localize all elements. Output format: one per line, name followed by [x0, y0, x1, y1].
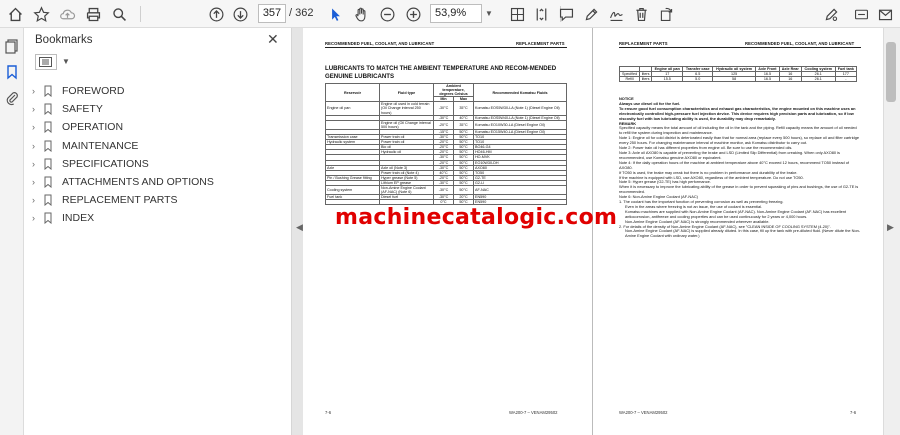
page-total: / 362 [289, 7, 314, 19]
notes-block [619, 97, 861, 239]
hand-tool-icon[interactable] [350, 3, 372, 25]
print-icon[interactable] [82, 3, 104, 25]
remark-title: REMARK [619, 120, 637, 126]
toolbar-divider [140, 6, 141, 22]
attachment-paperclip-icon[interactable] [4, 90, 20, 106]
capacity-header-cell: Cooling system [801, 67, 835, 72]
edit-link-icon[interactable] [820, 3, 842, 25]
left-page-header-left: RECOMMENDED FUEL, COOLANT, AND LUBRICANT [325, 41, 435, 46]
table-cell-max: 50°C [454, 155, 474, 160]
capacity-header-cell: Engine oil pan [652, 67, 683, 72]
capacity-cell: 125 [713, 72, 756, 77]
table-cell-min: -30°C [434, 102, 454, 115]
bookmark-label: ATTACHMENTS AND OPTIONS [62, 176, 214, 189]
cloud-upload-icon[interactable] [56, 3, 78, 25]
table-cell-fluid: Power train oil [380, 140, 434, 145]
capacity-header-cell: Axle Front [756, 67, 780, 72]
table-cell-max: 50°C [454, 140, 474, 145]
rotate-page-icon[interactable] [655, 3, 677, 25]
capacity-cell: 16 [779, 77, 801, 82]
chevron-down-icon: ▼ [62, 57, 70, 66]
table-cell-max: 50°C [454, 185, 474, 194]
note-4b: If TO50 is used, the brake may creak but there is no problem in performance and durability of the brake. [619, 169, 798, 175]
chevron-right-icon[interactable]: › [32, 86, 35, 97]
col-min: Min [434, 97, 454, 102]
capacity-cell: 15.5 [652, 77, 683, 82]
page-gutter [592, 28, 593, 435]
table-cell-max: 50°C [454, 150, 474, 155]
left-page-header-right: REPLACEMENT PARTS [516, 41, 565, 46]
table-cell-min: -30°C [434, 180, 454, 185]
bookmark-item[interactable] [32, 118, 282, 136]
table-cell-min: 0°C [434, 200, 454, 205]
note-2: Note 2: Power train oil has different properties from engine oil. Be sure to use the recommended oils. [619, 145, 793, 151]
table-cell-min: -30°C [434, 135, 454, 140]
table-cell-rec: TO50 [474, 170, 567, 175]
capacity-cell: 16.5 [756, 72, 780, 77]
note-6: Note 6: Non-Amine Engine Coolant (AF-NAC) [619, 194, 698, 200]
chevron-right-icon[interactable]: › [32, 140, 35, 151]
table-cell-min: -20°C [434, 145, 454, 150]
capacity-cell: 5.0 [683, 77, 713, 82]
bookmark-icon [42, 176, 56, 189]
table-cell-fluid: Diesel fuel [380, 195, 434, 200]
capacity-header-cell: Transfer case [683, 67, 713, 72]
note-6-1: 1. The coolant has the important function of preventing corrosion as well as preventing freezing. [619, 199, 784, 205]
select-cursor-icon[interactable] [324, 3, 346, 25]
table-cell-res: Fuel tank [326, 195, 380, 200]
comment-icon[interactable] [555, 3, 577, 25]
zoom-in-icon[interactable] [402, 3, 424, 25]
chevron-right-icon[interactable]: › [32, 195, 35, 206]
capacity-table [619, 66, 857, 82]
capacity-cell: Refill [620, 77, 640, 82]
table-cell-rec: G2-LI [474, 180, 567, 185]
table-cell-min: -20°C [434, 150, 454, 155]
table-cell-fluid: Hydraulic oil [380, 150, 434, 155]
zoom-out-icon[interactable] [376, 3, 398, 25]
lubricants-table [325, 83, 567, 205]
bookmark-label: OPERATION [62, 121, 124, 134]
table-cell-fluid: Axle oil (Note 3) [380, 165, 434, 170]
capacity-row [620, 77, 857, 82]
table-cell-rec: TO10 [474, 135, 567, 140]
notice-line-1: Always use diesel oil for the fuel. [619, 100, 681, 106]
pages-thumbnails-icon[interactable] [4, 38, 20, 54]
note-5: Note 5: Hyper grease (G2-TE) has high performance. [619, 179, 711, 185]
table-cell-res: Axle [326, 165, 380, 170]
bookmark-icon [42, 139, 56, 152]
bookmark-label: SPECIFICATIONS [62, 157, 149, 170]
next-page-icon[interactable] [229, 3, 251, 25]
capacity-cell: 6.5 [683, 72, 713, 77]
table-cell-max: 40°C [454, 115, 474, 120]
table-cell-rec: EN590 [474, 195, 567, 200]
table-cell-rec: EN590 [474, 200, 567, 205]
table-cell-min: -20°C [434, 175, 454, 180]
bookmark-icon [42, 121, 56, 134]
left-page-number: 7-6 [325, 410, 332, 415]
note-4c: If the machine is equipped with LSD, use AXO80, regardless of the ambient temperature. Do not use TO50. [619, 174, 804, 180]
star-icon[interactable] [30, 3, 52, 25]
bookmark-label: INDEX [62, 212, 95, 225]
note-1: Note 1: Engine oil for cold district is deteriorated easily than that for normal area (replace every 500 hours), so replace oil and filter cartridge every 250 hours. For changing maintenance interval of machine monitor, ask Komatsu distributor to carry out. [619, 135, 860, 146]
bookmarks-panel-title: Bookmarks [35, 34, 93, 46]
pdf-page-spread [303, 28, 883, 435]
bookmark-label: SAFETY [62, 103, 103, 116]
table-cell-max: 50°C [454, 145, 474, 150]
home-icon[interactable] [4, 3, 26, 25]
bookmark-label: MAINTENANCE [62, 139, 139, 152]
table-cell-fluid: Engine oil (Oil Change interval 500 hours) [380, 120, 434, 129]
bookmark-item[interactable] [32, 137, 282, 155]
navigation-rail [0, 28, 24, 435]
table-cell-rec: Komatsu EOS5W30-LA (Note 1) (Diesel Engine Oil) [474, 102, 567, 115]
bookmark-label: REPLACEMENT PARTS [62, 194, 178, 207]
table-cell-rec: Komatsu EO10W30-LA (Diesel Engine Oil) [474, 120, 567, 129]
capacity-cell: - [835, 77, 856, 82]
left-header-rule [325, 47, 567, 48]
table-cell-fluid: Engine oil used in cold terrain (Oil Change interval 250 hours) [380, 102, 434, 115]
table-cell-max: 35°C [454, 120, 474, 129]
table-cell-max: 50°C [454, 200, 474, 205]
note-6-1d: Non-Amine Engine Coolant (AF-NAC) is strongly recommended wherever available. [625, 218, 770, 224]
table-row [326, 185, 567, 194]
remark-text: Specified capacity means the total amount of oil including the oil in the tank and the piping. Refill capacity means the amount of oil needed to refill the system during inspection and maintenance. [619, 125, 857, 136]
capacity-cell: Specified [620, 72, 640, 77]
table-cell-rec: TO10 [474, 140, 567, 145]
bookmark-icon [42, 212, 56, 225]
right-page-number: 7-6 [850, 410, 857, 415]
scroll-mode-icon[interactable] [530, 3, 552, 25]
left-page-doc-id: WA200-7 – VENAM29502 [509, 410, 558, 415]
table-cell-rec: AF-NAC [474, 185, 567, 194]
capacity-cell: 17 [652, 72, 683, 77]
capacity-header-cell: Fuel tank [835, 67, 856, 72]
bookmark-item[interactable] [32, 100, 282, 118]
note-6-2: 2. For details of the density of Non-Amine Engine Coolant (AF-NAC), see "CLEAN INSIDE OF COOLING SYSTEM (4-20)". [619, 223, 831, 229]
table-cell-fluid: Power train oil [380, 135, 434, 140]
capacity-cell: liters [640, 72, 652, 77]
table-cell-rec: HO-MVK [474, 155, 567, 160]
delete-icon[interactable] [630, 3, 652, 25]
toolbar [0, 0, 900, 28]
bookmark-icon [42, 103, 56, 116]
bookmark-list [32, 82, 282, 228]
table-cell-min: -20°C [434, 120, 454, 129]
zoom-dropdown-caret[interactable]: ▼ [485, 9, 493, 18]
notice-title: NOTICE [619, 96, 634, 101]
table-row [326, 102, 567, 115]
table-cell-res: Pin / Bushing Grease fitting [326, 175, 380, 180]
bookmark-options-button[interactable] [35, 54, 70, 70]
col-max: Max [454, 97, 474, 102]
table-cell-rec: EO10W30-DH [474, 160, 567, 165]
capacity-cell: 177 [835, 72, 856, 77]
table-cell-rec: AXO80 [474, 165, 567, 170]
capacity-cell: 26.1 [801, 77, 835, 82]
highlight-pen-icon[interactable] [580, 3, 602, 25]
chevron-right-icon[interactable]: › [32, 158, 35, 169]
table-cell-fluid: Power train oil (Note 4) [380, 170, 434, 175]
zoom-level-input[interactable]: 53,9% [430, 4, 482, 23]
search-icon[interactable] [108, 3, 130, 25]
bookmark-item[interactable] [32, 173, 282, 191]
table-cell-fluid: Hyper grease (Note 5) [380, 175, 434, 180]
note-6-2b: Non-Amine Engine Coolant (AF-NAC) is supplied already diluted. In this case, fill up the tank with pre-diluted fluid. (Never dilute the Non-Amine Engine Coolant with ordinary water.) [625, 228, 861, 239]
bookmark-item[interactable] [32, 82, 282, 100]
bookmarks-ribbon-icon[interactable] [4, 64, 20, 80]
scrollbar-thumb[interactable] [886, 42, 896, 102]
capacity-cell: 16 [779, 72, 801, 77]
right-page-doc-id: WA200-7 – VENAM29502 [619, 410, 668, 415]
collapse-panel-arrow-icon[interactable]: ◀ [296, 222, 303, 232]
bookmark-item[interactable] [32, 209, 282, 227]
bookmark-icon [42, 157, 56, 170]
capacity-cell: 26.1 [801, 72, 835, 77]
table-cell-max: 50°C [454, 160, 474, 165]
capacity-cell: liters [640, 77, 652, 82]
table-cell-max: 35°C [454, 102, 474, 115]
mail-icon[interactable] [874, 3, 896, 25]
capacity-header-cell: Axle Rear [779, 67, 801, 72]
right-header-rule [619, 47, 861, 48]
chevron-right-icon[interactable]: › [32, 213, 35, 224]
notice-line-2: To ensure good fuel consumption characteristics and exhaust gas characteristics, the engine mounted on this machine uses an electronically controlled high-pressure fuel injection device. This device requires high precision parts and lubrication, so if low viscosity fuel with low lubricating ability is used, the durability may drop remarkably. [619, 105, 856, 121]
col-ambient: Ambient temperature, degrees Celsius [434, 84, 474, 97]
table-cell-res [326, 120, 380, 129]
table-cell-rec: BO46-G4 [474, 145, 567, 150]
note-4: Note 4: If the daily operation hours of the machine at ambient temperature above 40°C exceed 12 hours, recommend TO50 instead of AXO80. [619, 159, 850, 170]
table-cell-min: -30°C [434, 155, 454, 160]
table-cell-rec: Komatsu EOS5W40-LA (Note 1) (Diesel Engine Oil) [474, 115, 567, 120]
chevron-right-icon[interactable]: › [32, 122, 35, 133]
table-cell-min: -30°C [434, 185, 454, 194]
table-cell-min: -20°C [434, 140, 454, 145]
table-cell-max: 50°C [454, 135, 474, 140]
signature-icon[interactable] [605, 3, 627, 25]
note-6-1b: Even in the areas where freezing is not an issue, the use of coolant is essential. [625, 203, 763, 209]
table-cell-rec: G2-TE [474, 175, 567, 180]
previous-page-icon[interactable] [205, 3, 227, 25]
table-cell-min: -30°C [434, 195, 454, 200]
chevron-right-icon[interactable]: › [32, 104, 35, 115]
table-cell-min: -15°C [434, 129, 454, 134]
table-cell-min: 40°C [434, 170, 454, 175]
bookmarks-panel [24, 28, 292, 435]
note-3: Note 3: Axle oil AXO80 is capable of preventing the brake and LSD (Limited Slip Differential) from creaking. When only AXO80 is recommended, use Komatsu genuine AXO80 or equivalent. [619, 149, 840, 160]
table-cell-fluid: Bio oil [380, 145, 434, 150]
bookmark-icon [42, 194, 56, 207]
page-layout-icon[interactable] [506, 3, 528, 25]
note-5b: When it is necessary to improve the lubricating ability of the grease in order to prevent squeaking of pins and bushings, the use of G2-TE is recommended. [619, 184, 859, 195]
close-panel-icon[interactable]: ✕ [267, 31, 279, 47]
table-cell-min: -20°C [434, 160, 454, 165]
capacity-cell: 58 [713, 77, 756, 82]
page-number-input[interactable]: 357 [258, 4, 286, 23]
col-recommended: Recommended Komatsu Fluids [474, 84, 567, 102]
capacity-header-cell: Hydraulic oil system [713, 67, 756, 72]
table-cell-rec: Komatsu EO15W40-LA (Diesel Engine Oil) [474, 129, 567, 134]
table-cell-min: -30°C [434, 165, 454, 170]
expand-right-pane-arrow-icon[interactable]: ▶ [887, 222, 894, 232]
right-page-header-left: REPLACEMENT PARTS [619, 41, 668, 46]
note-6-1c: Komatsu machines are supplied with Non-Amine Engine Coolant (AF-NAC). Non-Amine Engine Coolant (AF-NAC) has excellent antiocorrosion, antifreeze and cooling properties and can be used continuously for 2 years or 4,000 hours. [625, 208, 846, 219]
table-cell-min: -30°C [434, 115, 454, 120]
share-link-icon[interactable] [850, 3, 872, 25]
table-cell-fluid: Lithium EP grease [380, 180, 434, 185]
lubricants-section-title: LUBRICANTS TO MATCH THE AMBIENT TEMPERATURE AND RECOM-MENDED GENUINE LUBRICANTS [325, 65, 557, 80]
table-cell-max: 50°C [454, 129, 474, 134]
table-row [326, 120, 567, 129]
table-cell-rec: HO46-HM [474, 150, 567, 155]
capacity-cell: 16.5 [756, 77, 780, 82]
bookmark-label: FOREWORD [62, 85, 125, 98]
bookmark-icon [42, 85, 56, 98]
col-reservoir: Reservoir [326, 84, 380, 102]
watermark-text: machinecatalogic.com [335, 205, 618, 230]
right-page-header-right: RECOMMENDED FUEL, COOLANT, AND LUBRICANT [745, 41, 855, 46]
table-cell-res: Engine oil pan [326, 102, 380, 115]
bookmark-item[interactable] [32, 155, 282, 173]
table-cell-max: 50°C [454, 165, 474, 170]
table-cell-max: 50°C [454, 170, 474, 175]
table-cell-res: Cooling system [326, 185, 380, 194]
table-cell-max: 50°C [454, 180, 474, 185]
chevron-right-icon[interactable]: › [32, 177, 35, 188]
table-cell-max: 50°C [454, 175, 474, 180]
bookmark-item[interactable] [32, 191, 282, 209]
table-cell-res: Hydraulic system [326, 140, 380, 145]
table-cell-res: Transmission case [326, 135, 380, 140]
col-fluid-type: Fluid type [380, 84, 434, 102]
table-cell-fluid: Non-Amine Engine Coolant (AF-NAC) (Note 6) [380, 185, 434, 194]
table-cell-max: 20°C [454, 195, 474, 200]
